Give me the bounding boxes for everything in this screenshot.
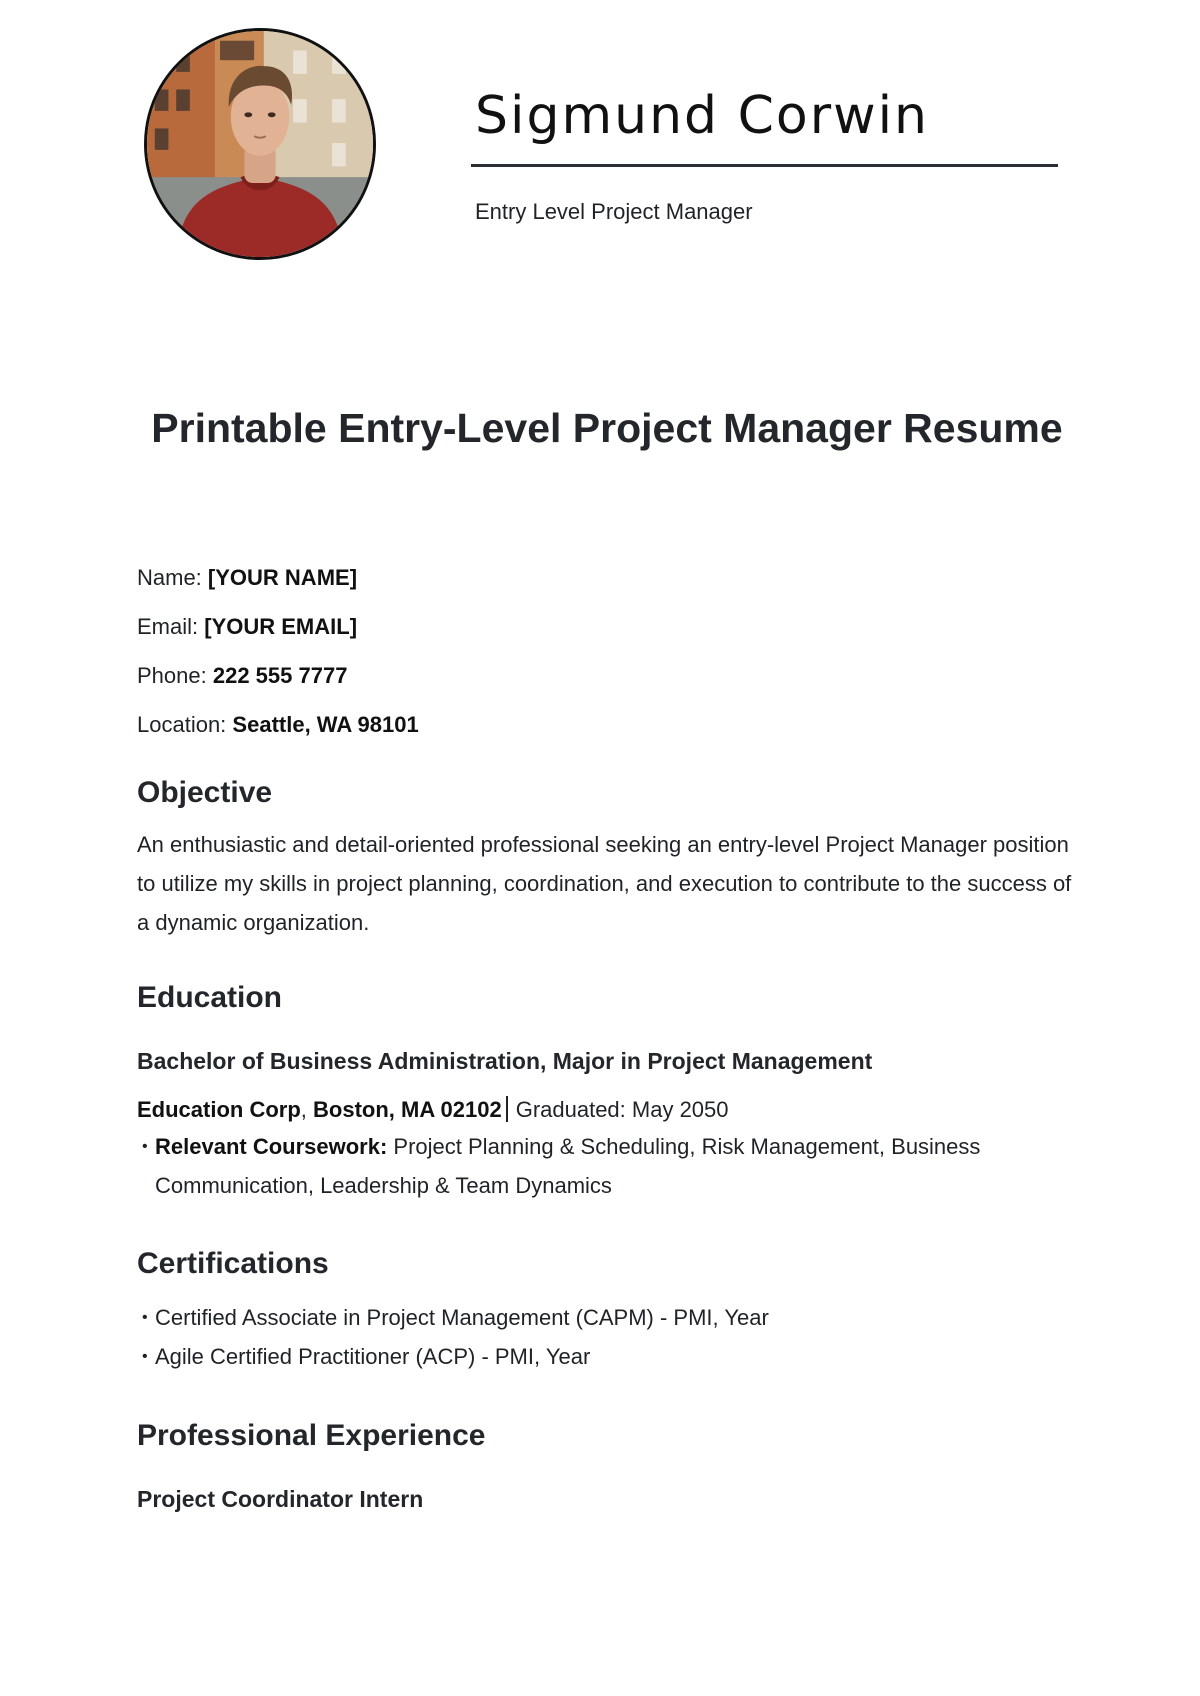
school-location: Boston, MA 02102 [313,1097,502,1122]
list-item [137,1127,1077,1205]
contact-label: Email: [137,614,199,639]
contact-value: [YOUR EMAIL] [204,614,358,639]
objective-text: An enthusiastic and detail-oriented professional seeking an entry-level Project Manager position to utilize my skills in project planning, coordination, and execution to contribute to the success of a dynamic organization. [137,832,1072,935]
resume-content [137,563,1077,1515]
contact-section [137,563,1077,740]
name-divider [471,164,1058,167]
contact-phone [137,661,1077,691]
contact-location [137,710,1077,740]
bullet-icon: • [142,1309,148,1326]
contact-label: Location: [137,712,227,737]
school-line [137,1094,1077,1126]
job-title: Project Coordinator Intern [137,1486,424,1512]
list-item [137,1298,1077,1337]
contact-value: 222 555 7777 [212,663,348,688]
pipe-divider [506,1096,508,1122]
comma-separator: , [300,1097,314,1122]
coursework-list [137,1127,1077,1205]
contact-label: Name: [137,565,202,590]
certifications-section [137,1244,1077,1376]
school-name: Education Corp [137,1097,301,1122]
certifications-list [137,1298,1077,1376]
contact-email [137,612,1077,642]
objective-heading: Objective [137,776,273,809]
experience-section [137,1416,1077,1515]
graduation-date: Graduated: May 2050 [515,1097,729,1122]
bullet-icon: • [142,1138,148,1155]
degree-title: Bachelor of Business Administration, Major in Project Management [137,1048,873,1074]
header-name-block [471,80,1058,225]
certifications-heading: Certifications [137,1247,329,1280]
candidate-role: Entry Level Project Manager [475,199,753,224]
profile-photo [144,28,376,260]
certification-text: Agile Certified Practitioner (ACP) - PMI, Year [155,1344,591,1369]
coursework-text: Project Planning & Scheduling, Risk Management, Business Communication, Leadership & Team Dynamics [155,1134,981,1198]
contact-value: [YOUR NAME] [207,565,358,590]
experience-heading: Professional Experience [137,1419,486,1452]
document-title: Printable Entry-Level Project Manager Resume [151,405,1063,451]
certification-text: Certified Associate in Project Management (CAPM) - PMI, Year [155,1305,769,1330]
education-heading: Education [137,981,283,1014]
coursework-label: Relevant Coursework: [155,1134,388,1159]
objective-section [137,773,1077,942]
candidate-name: Sigmund Corwin [475,86,930,146]
list-item [137,1337,1077,1376]
contact-name [137,563,1077,593]
education-section [137,978,1077,1205]
contact-label: Phone: [137,663,207,688]
contact-value: Seattle, WA 98101 [232,712,419,737]
bullet-icon: • [142,1348,148,1365]
